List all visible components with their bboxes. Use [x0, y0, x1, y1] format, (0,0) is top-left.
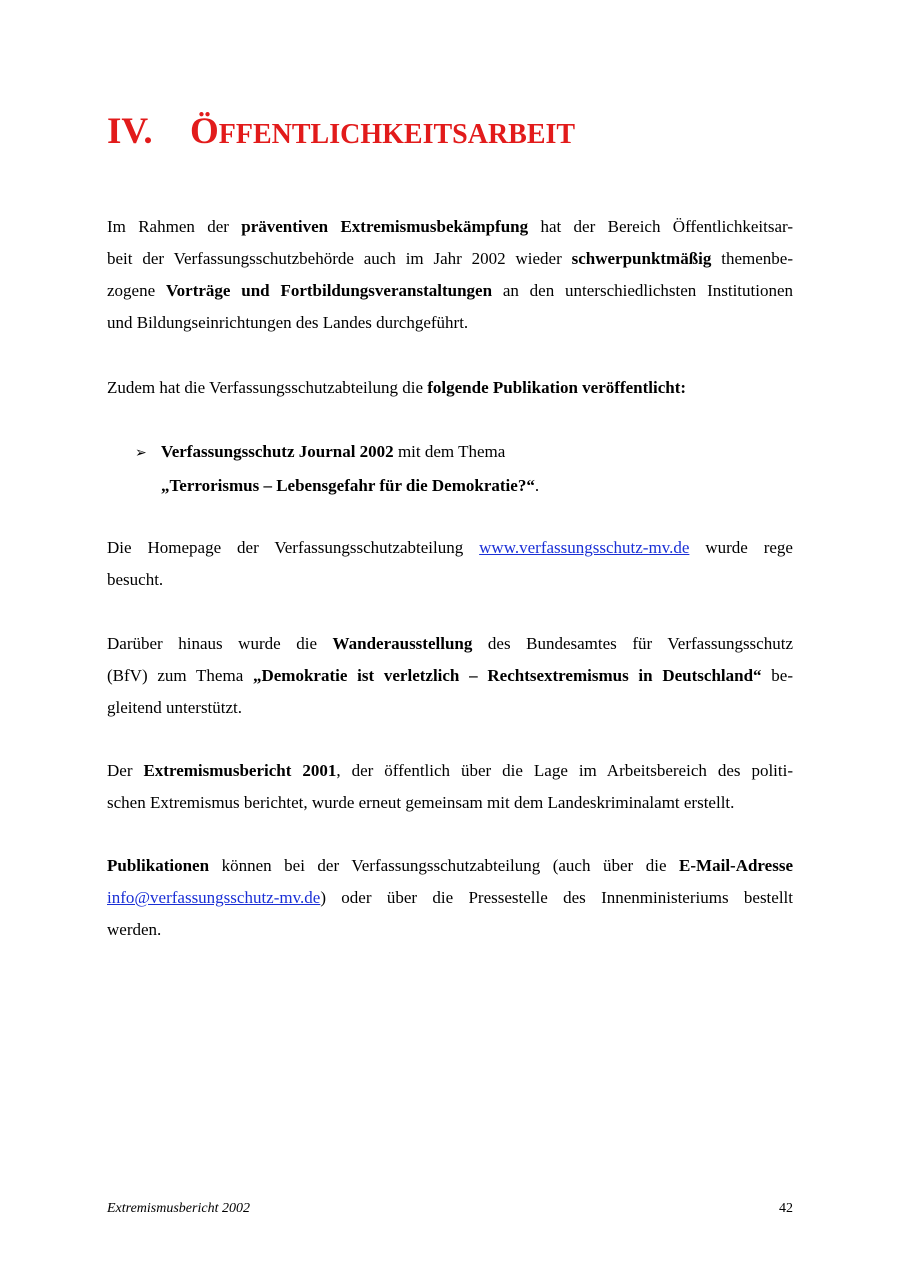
text-line: und Bildungseinrichtungen des Landes durchgeführt.	[107, 313, 469, 332]
text-line: Publikationen können bei der Verfassungsschutzabteilung (auch über die E-Mail-Adresse	[107, 856, 793, 875]
email-link[interactable]: info@verfassungsschutz-mv.de	[107, 888, 321, 907]
text-line: werden.	[107, 920, 162, 939]
paragraph-publication-intro	[107, 372, 793, 404]
text-line: Der Extremismusbericht 2001, der öffentlich über die Lage im Arbeitsbereich des politi-	[107, 761, 794, 780]
paragraph-exhibition	[107, 628, 793, 724]
page-footer	[107, 1199, 793, 1219]
text-line: besucht.	[107, 570, 164, 589]
text-line: Zudem hat die Verfassungsschutzabteilung die folgende Publikation veröffentlicht:	[107, 378, 687, 397]
text-line: (BfV) zum Thema „Demokratie ist verletzlich – Rechtsextremismus in Deutschland“ be-	[107, 666, 793, 685]
list-item-text: Verfassungsschutz Journal 2002 mit dem Thema	[161, 442, 506, 461]
chapter-number: IV.	[107, 111, 153, 152]
page-number: 42	[779, 1201, 793, 1216]
text-line: Die Homepage der Verfassungsschutzabteilung www.verfassungsschutz-mv.de wurde rege	[107, 538, 793, 557]
chapter-heading	[107, 108, 575, 159]
text-line: beit der Verfassungsschutzbehörde auch im Jahr 2002 wieder schwerpunktmäßig themenbe-	[107, 249, 793, 268]
chapter-title-initial: Ö	[190, 111, 219, 152]
text-line: info@verfassungsschutz-mv.de) oder über die Pressestelle des Innenministeriums bestellt	[107, 888, 793, 907]
list-item-subtitle: „Terrorismus – Lebensgefahr für die Demokratie?“.	[161, 476, 540, 495]
paragraph-prevention	[107, 211, 793, 339]
text-line: Darüber hinaus wurde die Wanderausstellung des Bundesamtes für Verfassungsschutz	[107, 634, 793, 653]
paragraph-report	[107, 755, 793, 819]
list-item	[135, 436, 795, 470]
publication-list	[135, 436, 795, 502]
chapter-title-rest: FFENTLICHKEITSARBEIT	[218, 119, 576, 150]
homepage-link[interactable]: www.verfassungsschutz-mv.de	[479, 538, 690, 557]
text-line: gleitend unterstützt.	[107, 698, 243, 717]
paragraph-ordering	[107, 850, 793, 946]
text-line: zogene Vorträge und Fortbildungsveranstaltungen an den unterschiedlichsten Institutionen	[107, 281, 794, 300]
text-line: Im Rahmen der präventiven Extremismusbekämpfung hat der Bereich Öffentlichkeitsar-	[107, 217, 793, 236]
text-line: schen Extremismus berichtet, wurde erneut gemeinsam mit dem Landeskriminalamt erstellt.	[107, 793, 735, 812]
arrow-bullet-icon: ➢	[135, 446, 147, 461]
paragraph-homepage	[107, 532, 793, 596]
footer-title: Extremismusbericht 2002	[107, 1201, 250, 1216]
